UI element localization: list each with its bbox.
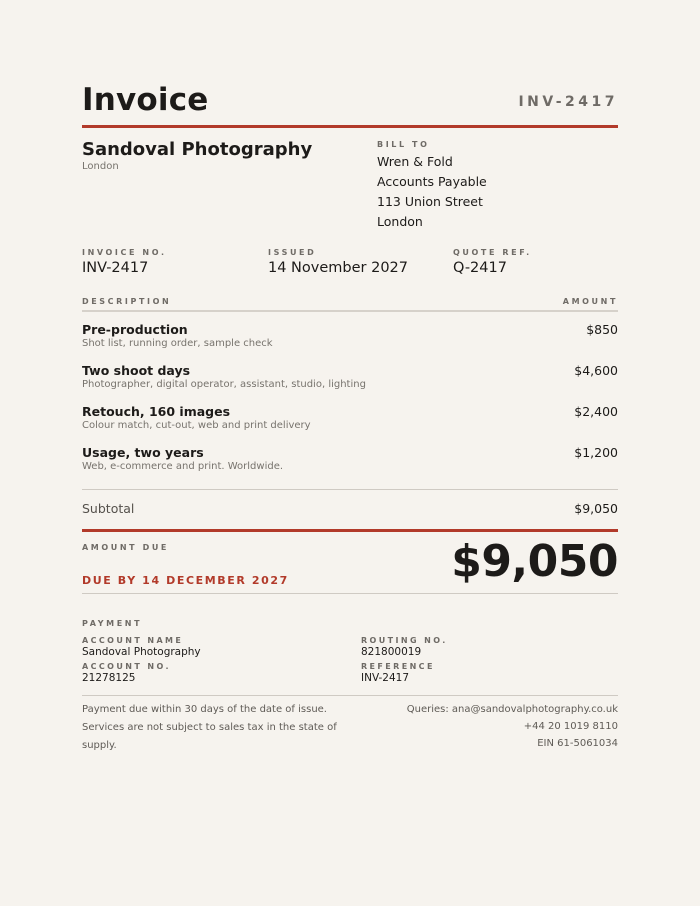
amount-due-divider [82,593,618,594]
ein-number: EIN 61-5061034 [537,738,618,749]
line-item-title: Usage, two years [82,445,204,460]
header-divider [82,125,618,128]
total-divider [82,529,618,532]
subtotal-label: Subtotal [82,501,135,516]
bill-to-line: 113 Union Street [377,194,483,209]
issued-value: 14 November 2027 [268,260,409,276]
bill-to-line: London [377,214,423,229]
contact-details [407,701,618,752]
line-item-title: Retouch, 160 images [82,404,231,419]
amount-due-total: $9,050 [451,536,618,587]
footer-divider [82,695,618,696]
line-item-amount: $2,400 [574,404,618,419]
invoice-code: INV-2417 [518,94,618,110]
business-name: Sandoval Photography [82,139,313,160]
issued-label: ISSUED [268,248,317,257]
invoice-no-label: INVOICE NO. [82,248,167,257]
bill-to-label: BILL TO [377,140,430,149]
routing-no-value: 821800019 [361,646,422,658]
line-item [82,445,618,472]
account-name-label: ACCOUNT NAME [82,636,184,645]
line-item [82,363,618,390]
account-no-value: 21278125 [82,672,136,684]
reference-label: REFERENCE [361,662,435,671]
account-no-label: ACCOUNT NO. [82,662,171,671]
page-title: Invoice [82,82,209,118]
amount-due-label: AMOUNT DUE [82,543,169,552]
subtotal-value: $9,050 [574,501,618,516]
line-item-detail: Web, e-commerce and print. Worldwide. [82,461,284,472]
phone-number: +44 20 1019 8110 [523,721,618,732]
quote-ref-value: Q-2417 [453,260,507,276]
line-item-detail: Shot list, running order, sample check [82,338,273,349]
reference-value: INV-2417 [361,672,410,684]
invoice-no-value: INV-2417 [82,260,149,276]
table-header-divider [82,310,618,312]
line-item-title: Pre-production [82,322,188,337]
bill-to-address [377,152,487,232]
line-item-title: Two shoot days [82,363,191,378]
bill-to-line: Wren & Fold [377,154,453,169]
due-date: DUE BY 14 DECEMBER 2027 [82,574,289,587]
payment-label: PAYMENT [82,619,143,628]
payment-terms: Payment due within 30 days of the date of issue. Services are not subject to sales tax in the state of supply. [82,704,337,751]
routing-no-label: ROUTING NO. [361,636,448,645]
queries-email: Queries: ana@sandovalphotography.co.uk [406,704,618,715]
line-item-amount: $1,200 [574,445,618,460]
line-item-amount: $850 [586,322,618,337]
line-item [82,404,618,431]
quote-ref-label: QUOTE REF. [453,248,532,257]
description-header: DESCRIPTION [82,297,172,306]
bill-to-line: Accounts Payable [377,174,487,189]
line-item-detail: Colour match, cut-out, web and print delivery [82,420,311,431]
business-city: London [82,161,119,172]
account-name-value: Sandoval Photography [82,646,201,658]
line-item-amount: $4,600 [574,363,618,378]
subtotal-divider [82,489,618,490]
line-item-detail: Photographer, digital operator, assistant, studio, lighting [82,379,366,390]
amount-header: AMOUNT [562,297,618,306]
line-item [82,322,618,349]
